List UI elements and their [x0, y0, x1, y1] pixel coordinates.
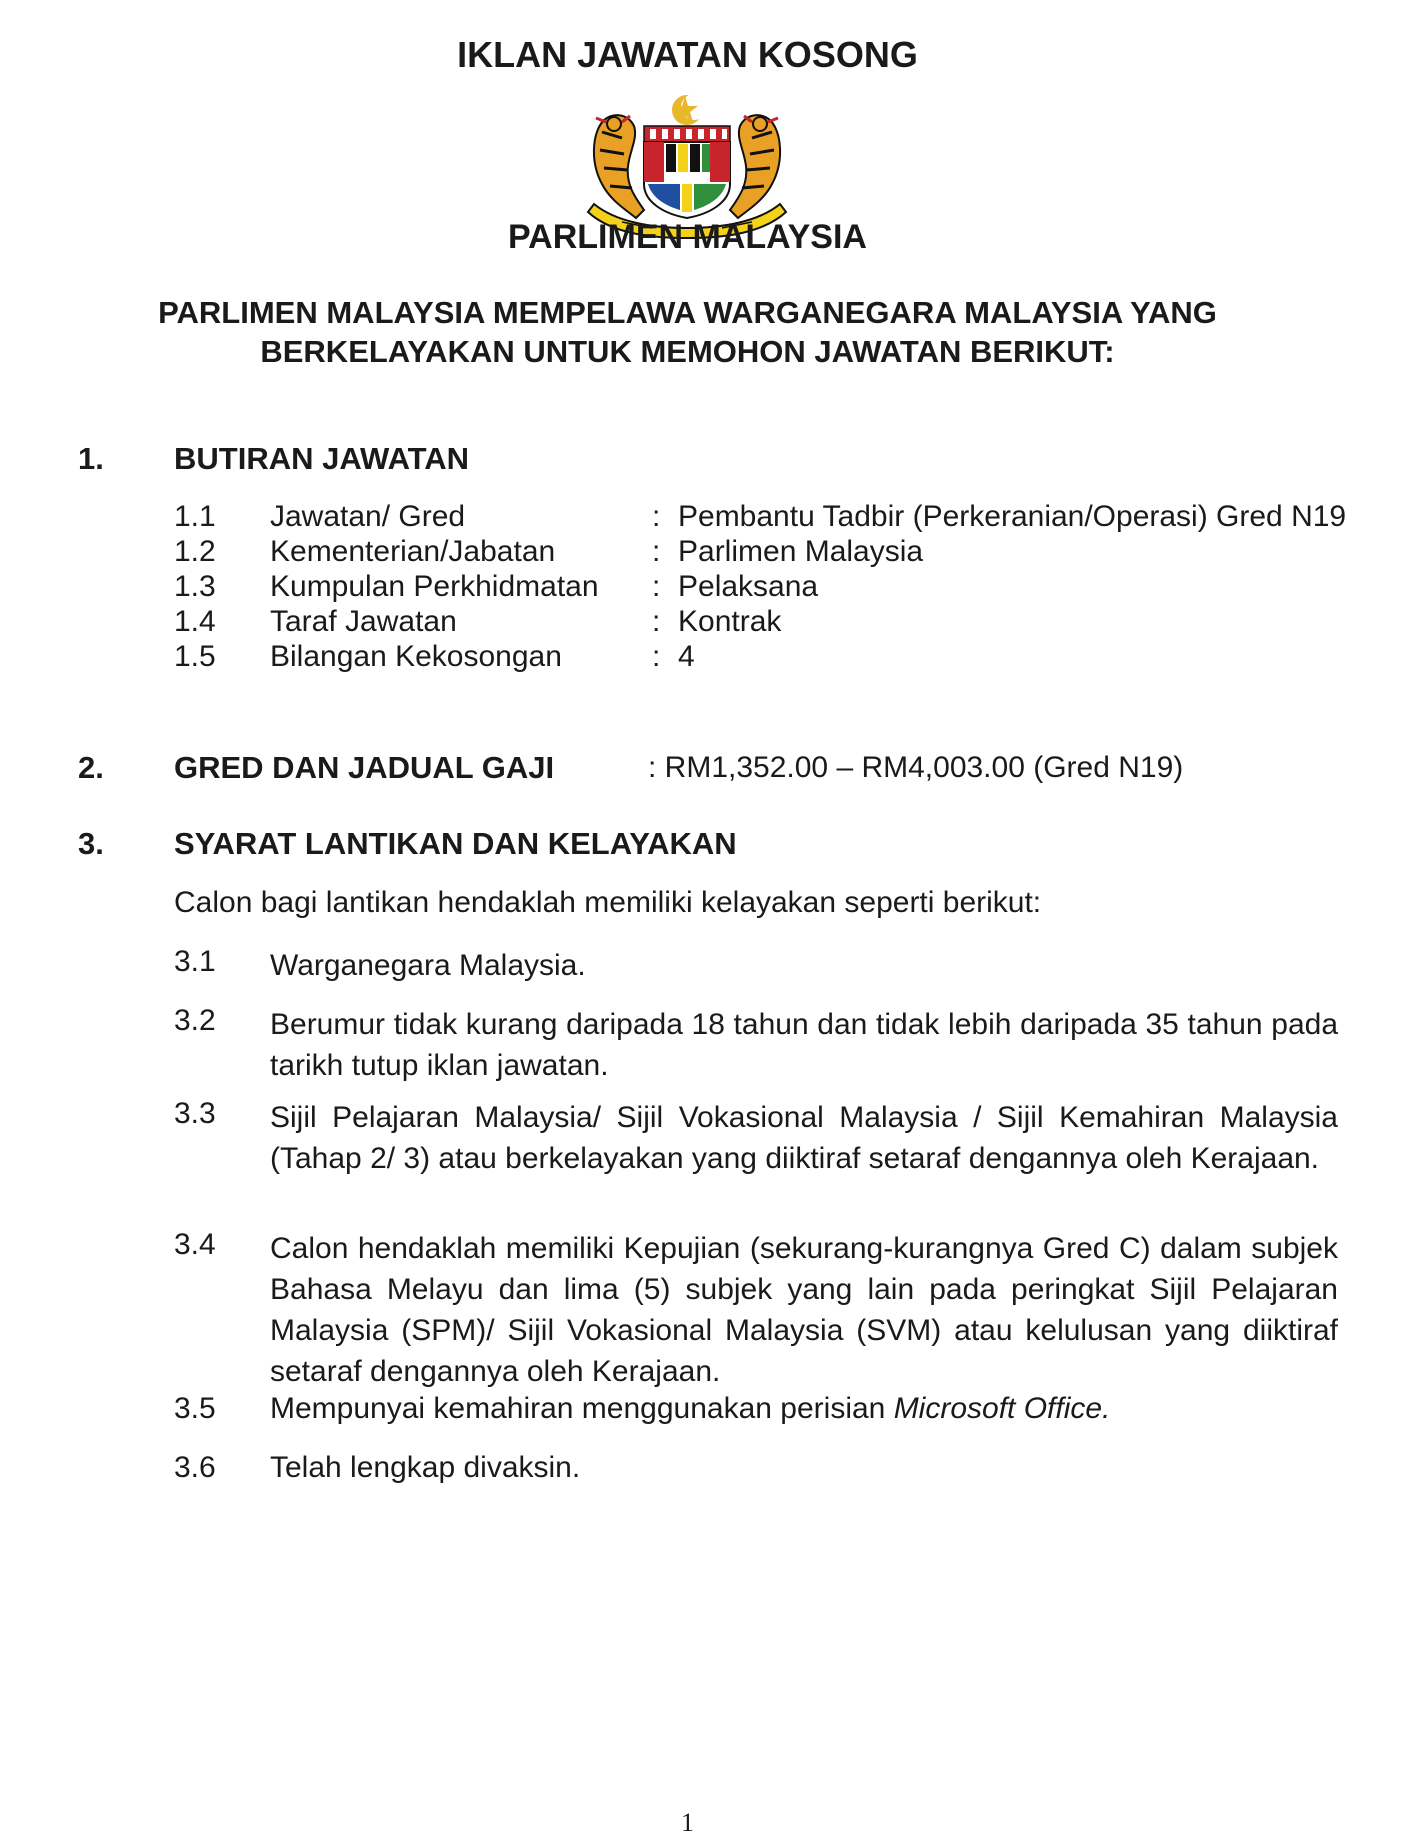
requirement-text: Sijil Pelajaran Malaysia/ Sijil Vokasional Malaysia / Sijil Kemahiran Malaysia (Tahap 2/ 3) atau berkelayakan yang diiktiraf setaraf dengannya oleh Kerajaan. — [270, 1101, 1338, 1175]
section-3-number: 3. — [78, 826, 104, 861]
detail-label: Kementerian/Jabatan — [270, 535, 556, 568]
detail-number: 1.5 — [174, 640, 216, 673]
section-3-heading: SYARAT LANTIKAN DAN KELAYAKAN — [174, 826, 737, 861]
invitation-line-1: PARLIMEN MALAYSIA MEMPELAWA WARGANEGARA MALAYSIA YANG — [158, 295, 1217, 330]
section-2-heading: GRED DAN JADUAL GAJI — [174, 750, 555, 785]
detail-colon: : — [652, 605, 661, 638]
requirements-intro: Calon bagi lantikan hendaklah memiliki kelayakan seperti berikut: — [174, 886, 1042, 919]
requirement-number: 3.1 — [174, 945, 216, 978]
organization-name: PARLIMEN MALAYSIA — [508, 218, 867, 256]
requirement-number: 3.5 — [174, 1392, 216, 1425]
detail-value: Pembantu Tadbir (Perkeranian/Operasi) Gred N19 — [678, 500, 1347, 533]
detail-value: Parlimen Malaysia — [678, 535, 924, 568]
requirement-number: 3.6 — [174, 1451, 216, 1484]
invitation-line-2: BERKELAYAKAN UNTUK MEMOHON JAWATAN BERIKUT: — [260, 334, 1115, 369]
detail-colon: : — [652, 500, 661, 533]
requirement-text: Calon hendaklah memiliki Kepujian (sekurang-kurangnya Gred C) dalam subjek Bahasa Melayu dan lima (5) subjek yang lain pada peringkat Sijil Pelajaran Malaysia (SPM)/ Sijil Vokasional Malaysia (SVM) atau kelulusan yang diiktiraf setaraf dengannya oleh Kerajaan. — [270, 1232, 1338, 1388]
page-number: 1 — [681, 1808, 694, 1837]
requirement-text-plain: Mempunyai kemahiran menggunakan perisian — [270, 1392, 894, 1425]
section-2-number: 2. — [78, 750, 104, 785]
requirement-number: 3.3 — [174, 1097, 216, 1130]
detail-number: 1.2 — [174, 535, 216, 568]
detail-value: Pelaksana — [678, 570, 819, 603]
detail-label: Taraf Jawatan — [270, 605, 457, 638]
detail-value: 4 — [678, 640, 695, 673]
detail-number: 1.1 — [174, 500, 216, 533]
detail-label: Bilangan Kekosongan — [270, 640, 562, 673]
requirement-text — [270, 1392, 1110, 1426]
section-1-number: 1. — [78, 441, 104, 476]
requirement-number: 3.4 — [174, 1228, 216, 1261]
detail-colon: : — [652, 640, 661, 673]
requirement-text: Telah lengkap divaksin. — [270, 1451, 581, 1484]
detail-colon: : — [652, 535, 661, 568]
detail-colon: : — [652, 570, 661, 603]
detail-label: Jawatan/ Gred — [270, 500, 466, 533]
detail-label: Kumpulan Perkhidmatan — [270, 570, 599, 603]
document-title: IKLAN JAWATAN KOSONG — [457, 34, 918, 75]
detail-value: Kontrak — [678, 605, 782, 638]
section-1-heading: BUTIRAN JAWATAN — [174, 441, 470, 476]
detail-number: 1.3 — [174, 570, 216, 603]
requirement-number: 3.2 — [174, 1004, 216, 1037]
requirement-text: Berumur tidak kurang daripada 18 tahun dan tidak lebih daripada 35 tahun pada tarikh tutup iklan jawatan. — [270, 1008, 1338, 1082]
detail-number: 1.4 — [174, 605, 216, 638]
salary-range: : RM1,352.00 – RM4,003.00 (Gred N19) — [648, 751, 1184, 784]
requirement-text-italic: Microsoft Office. — [893, 1392, 1111, 1425]
requirement-text: Warganegara Malaysia. — [270, 949, 586, 982]
